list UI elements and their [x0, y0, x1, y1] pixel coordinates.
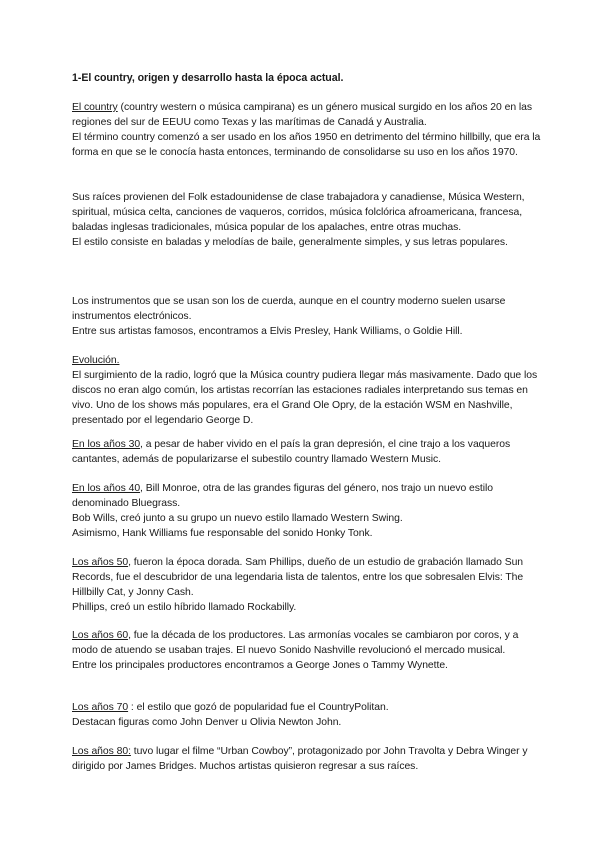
text-line	[72, 190, 542, 235]
decade-30s	[72, 437, 542, 467]
body-text: tuvo lugar el filme “Urban Cowboy”, protagonizado por John Travolta y Debra Winger y dirigido por James Bridges. Muchos artistas quisieron regresar a sus raíces.	[72, 746, 528, 772]
body-text: : el estilo que gozó de popularidad fue el CountryPolitan.	[128, 702, 389, 713]
underlined-heading: Los años 70	[72, 702, 129, 713]
body-text: Entre los principales productores encontramos a George Jones o Tammy Wynette.	[72, 660, 448, 671]
intro-paragraph	[72, 100, 542, 160]
text-line	[72, 658, 542, 673]
body-text: Entre sus artistas famosos, encontramos a Elvis Presley, Hank Williams, o Goldie Hill.	[72, 326, 463, 337]
body-text: Sus raíces provienen del Folk estadounidense de clase trabajadora y canadiense, Música Western, spiritual, música celta, canciones de vaqueros, corridos, música folclórica afroamericana, francesa, baladas inglesas tradicionales, música popular de los apalaches, entre otras muchas.	[72, 192, 525, 233]
underlined-heading: Evolución.	[72, 355, 120, 366]
text-line	[72, 700, 542, 715]
body-text: , fue la década de los productores. Las armonías vocales se cambiaron por coros, y a modo de atuendo se usaban trajes. El nuevo Sonido Nashville revolucionó el mercado musical.	[72, 630, 519, 656]
text-line	[72, 100, 542, 130]
text-line	[72, 628, 542, 658]
text-line	[72, 600, 542, 615]
evolution-section	[72, 353, 542, 428]
body-text: Los instrumentos que se usan son los de cuerda, aunque en el country moderno suelen usarse instrumentos electrónicos.	[72, 296, 506, 322]
text-line	[72, 481, 542, 511]
underlined-heading: Los años 50	[72, 557, 129, 568]
text-line	[72, 368, 542, 428]
body-text: (country western o música campirana) es un género musical surgido en los años 20 en las regiones del sur de EEUU como Texas y las marítimas de Canadá y Australia.	[72, 102, 533, 128]
text-line	[72, 235, 542, 250]
document-title: 1-El country, origen y desarrollo hasta la época actual.	[72, 72, 344, 84]
underlined-heading: Los años 80:	[72, 746, 131, 757]
text-line	[72, 130, 542, 160]
decade-40s	[72, 481, 542, 541]
decade-60s	[72, 628, 542, 673]
underlined-heading: Los años 60	[72, 630, 129, 641]
underlined-heading: En los años 40	[72, 483, 141, 494]
decade-70s	[72, 700, 542, 730]
body-text: El estilo consiste en baladas y melodías de baile, generalmente simples, y sus letras populares.	[72, 237, 508, 248]
body-text: Bob Wills, creó junto a su grupo un nuevo estilo llamado Western Swing.	[72, 513, 403, 524]
body-text: Phillips, creó un estilo híbrido llamado Rockabilly.	[72, 602, 297, 613]
body-text: , Bill Monroe, otra de las grandes figuras del género, nos trajo un nuevo estilo denominado Bluegrass.	[72, 483, 494, 509]
body-text: Destacan figuras como John Denver u Olivia Newton John.	[72, 717, 342, 728]
text-line	[72, 511, 542, 526]
roots-paragraph	[72, 190, 542, 250]
body-text: El término country comenzó a ser usado en los años 1950 en detrimento del término hillbilly, que era la forma en que se le conocía hasta entonces, terminando de consolidarse su uso en los años 1970.	[72, 132, 541, 158]
body-text: , fueron la época dorada. Sam Phillips, dueño de un estudio de grabación llamado Sun Records, fue el descubridor de una legendaria lista de talentos, entre los que sobresalen Elvis: The Hillbilly Cat, y Jonny Cash.	[72, 557, 524, 598]
text-line	[72, 353, 542, 368]
body-text: , a pesar de haber vivido en el país la gran depresión, el cine trajo a los vaqueros cantantes, además de popularizarse el subestilo country llamado Western Music.	[72, 439, 511, 465]
text-line	[72, 437, 542, 467]
body-text: Asimismo, Hank Williams fue responsable del sonido Honky Tonk.	[72, 528, 373, 539]
text-line	[72, 555, 542, 600]
text-line	[72, 294, 542, 324]
body-text: El surgimiento de la radio, logró que la Música country pudiera llegar más masivamente. Dado que los discos no eran algo común, los artistas recorrían las estaciones radiales interpretando sus temas en vivo. Uno de los shows más populares, era el Grand Ole Opry, de la estación WSM en Nashville, presentado por el legendario George D.	[72, 370, 538, 426]
underlined-heading: En los años 30	[72, 439, 141, 450]
text-line	[72, 715, 542, 730]
text-line	[72, 526, 542, 541]
text-line	[72, 324, 542, 339]
instruments-paragraph	[72, 294, 542, 339]
text-line	[72, 744, 542, 774]
decade-50s	[72, 555, 542, 615]
underlined-heading: El country	[72, 102, 118, 113]
decade-80s	[72, 744, 542, 774]
